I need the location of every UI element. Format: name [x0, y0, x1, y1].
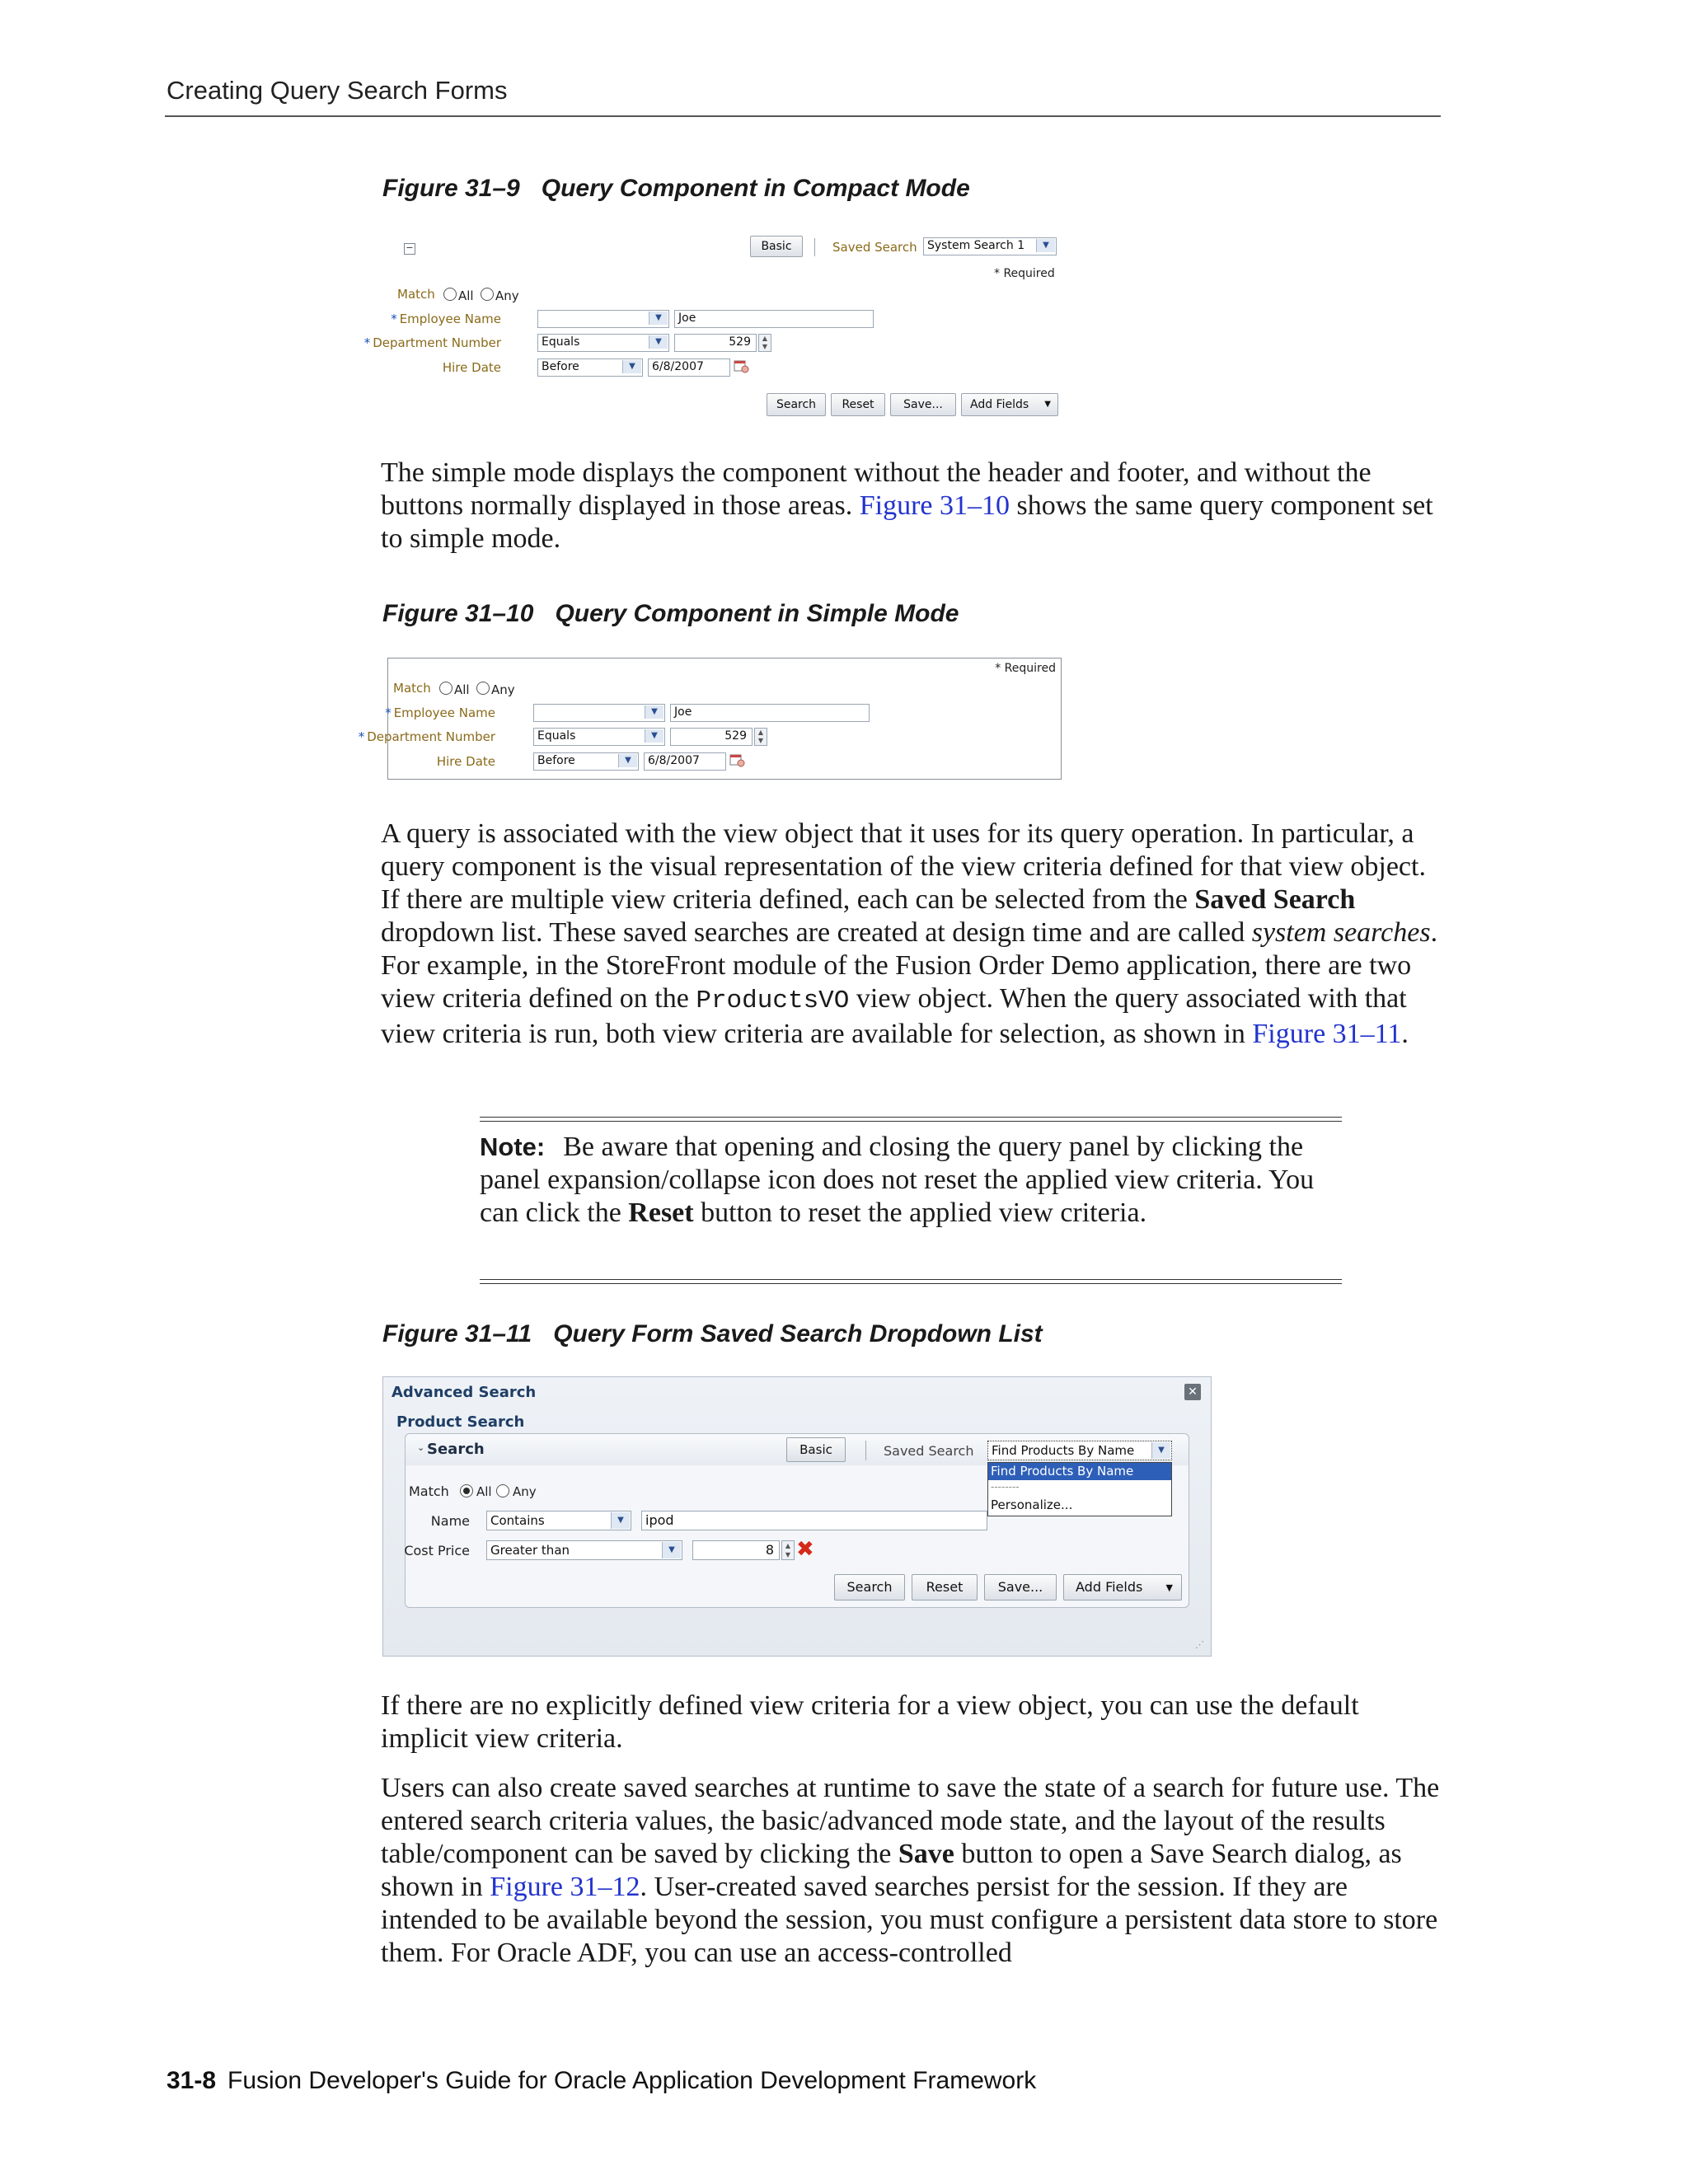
department-number-label: * Department Number: [363, 335, 501, 350]
saved-search-select[interactable]: [987, 1441, 1172, 1460]
spinner-icon[interactable]: ▲ ▼: [758, 334, 771, 352]
basic-button[interactable]: Basic: [750, 236, 803, 257]
chevron-down-icon: ▼: [645, 705, 663, 719]
match-any-radio[interactable]: [496, 1484, 509, 1497]
section-title: Search: [427, 1441, 485, 1458]
spinner-icon[interactable]: ▲ ▼: [754, 728, 767, 746]
required-note: * Required: [995, 662, 1056, 675]
name-input[interactable]: ipod: [641, 1511, 987, 1530]
required-note: * Required: [994, 267, 1055, 280]
hire-date-label: Hire Date: [442, 360, 501, 375]
name-label: Name: [430, 1513, 470, 1529]
name-operator[interactable]: Contains ▼: [486, 1511, 631, 1530]
match-any-label: Any: [495, 288, 519, 303]
resize-grip-icon[interactable]: ⋰: [1195, 1639, 1204, 1650]
dropdown-option-selected[interactable]: Find Products By Name: [988, 1463, 1171, 1480]
search-button[interactable]: Search: [834, 1574, 905, 1601]
note-label: Note:: [480, 1132, 546, 1161]
note-rule-bottom: [480, 1279, 1342, 1284]
figure-10-title: Query Component in Simple Mode: [555, 600, 959, 627]
saved-search-value: System Search 1: [927, 239, 1025, 252]
employee-name-label: * Employee Name: [391, 312, 501, 326]
chevron-down-icon: ▼: [618, 754, 637, 767]
match-any-radio[interactable]: [476, 682, 490, 695]
book-title: Fusion Developer's Guide for Oracle Application Development Framework: [227, 2067, 1037, 2094]
figure-31-11-link[interactable]: Figure 31–11: [1252, 1019, 1402, 1049]
department-number-input[interactable]: 529: [670, 728, 753, 746]
dropdown-option-personalize[interactable]: Personalize...: [991, 1497, 1073, 1512]
figure-9-title: Query Component in Compact Mode: [541, 175, 970, 202]
figure-11-caption: [382, 1320, 1043, 1348]
header-rule: [165, 115, 1441, 117]
spinner-icon[interactable]: ▲ ▼: [781, 1540, 795, 1560]
separator: [865, 1441, 866, 1460]
figure-11-title: Query Form Saved Search Dropdown List: [553, 1320, 1043, 1347]
department-number-operator[interactable]: Equals ▼: [533, 728, 665, 746]
dropdown-option-separator: --------: [991, 1481, 1020, 1493]
match-all-label: All: [454, 682, 470, 697]
match-all-label: All: [476, 1484, 492, 1499]
employee-name-label: * Employee Name: [385, 705, 495, 720]
paragraph-4: Users can also create saved searches at runtime to save the state of a search for future use. The entered search criteria values, the basic/advanced mode state, and the layout of the results table/component can be saved by clicking the Save button to open a Save Search dialog, as shown in Figure 31–12. User-created saved searches persist for the session. If they are intended to be available beyond the session, you must configure a persistent data store to store them. For Oracle ADF, you can use an access-controlled: [381, 1773, 1440, 1968]
match-all-radio[interactable]: [439, 682, 452, 695]
chevron-down-icon: ▼: [649, 312, 668, 325]
match-any-radio[interactable]: [481, 288, 494, 301]
match-label: Match: [409, 1483, 449, 1499]
match-all-radio[interactable]: [460, 1484, 473, 1497]
match-all-label: All: [458, 288, 474, 303]
reset-button[interactable]: Reset: [912, 1574, 978, 1601]
figure-10-number: Figure 31–10: [382, 600, 534, 627]
saved-search-label: Saved Search: [832, 240, 917, 255]
chevron-down-icon: ▼: [1036, 239, 1055, 252]
chevron-down-icon: ▼: [1165, 1582, 1173, 1593]
employee-name-operator[interactable]: [533, 704, 665, 722]
note-rule-top: [480, 1117, 1342, 1122]
disclose-icon[interactable]: ⌄: [417, 1442, 425, 1453]
close-icon[interactable]: ✕: [1184, 1384, 1201, 1400]
chevron-down-icon: ▼: [622, 360, 641, 373]
figure-9-caption: [382, 175, 970, 203]
figure-10-screenshot: [358, 658, 1062, 780]
chevron-down-icon: ▼: [649, 335, 668, 349]
department-number-operator[interactable]: Equals ▼: [537, 334, 669, 352]
cost-price-label: Cost Price: [404, 1543, 470, 1558]
page-number: 31-8: [166, 2067, 217, 2094]
add-fields-button[interactable]: Add Fields ▼: [1063, 1574, 1182, 1601]
calendar-icon[interactable]: [734, 359, 750, 374]
chevron-down-icon: ▼: [611, 1512, 630, 1529]
chevron-down-icon: ▼: [662, 1542, 681, 1558]
reset-button[interactable]: Reset: [831, 393, 885, 416]
figure-10-caption: [382, 600, 959, 628]
code-products-vo: ProductsVO: [696, 987, 850, 1015]
employee-name-input[interactable]: Joe: [674, 310, 874, 328]
match-all-radio[interactable]: [443, 288, 457, 301]
cost-price-input[interactable]: 8: [692, 1540, 780, 1560]
saved-search-label: Saved Search: [884, 1443, 974, 1459]
collapse-icon[interactable]: −: [404, 243, 415, 255]
match-label: Match: [393, 681, 431, 696]
delete-criterion-icon[interactable]: ✖: [796, 1537, 814, 1562]
figure-31-10-link[interactable]: Figure 31–10: [859, 490, 1010, 521]
employee-name-input[interactable]: Joe: [670, 704, 870, 722]
save-button[interactable]: Save...: [890, 393, 956, 416]
hire-date-input[interactable]: 6/8/2007: [648, 359, 730, 377]
chevron-down-icon: ▼: [1151, 1442, 1170, 1459]
figure-9-screenshot: [363, 231, 1071, 429]
hire-date-operator[interactable]: Before ▼: [533, 752, 639, 771]
paragraph-1: The simple mode displays the component without the header and footer, and without the buttons normally displayed in those areas. Figure 31–10 shows the same query component set to simple mode.: [381, 457, 1433, 554]
paragraph-3: If there are no explicitly defined view criteria for a view object, you can use the default implicit view criteria.: [381, 1690, 1359, 1754]
calendar-icon[interactable]: [729, 753, 746, 768]
add-fields-button[interactable]: Add Fields ▼: [961, 393, 1058, 416]
figure-11-number: Figure 31–11: [382, 1320, 532, 1347]
match-label: Match: [397, 287, 435, 302]
running-head: Creating Query Search Forms: [166, 76, 508, 105]
hire-date-label: Hire Date: [436, 754, 495, 769]
panel-title: Product Search: [396, 1413, 525, 1431]
department-number-input[interactable]: 529: [674, 334, 757, 352]
cost-price-operator[interactable]: Greater than ▼: [486, 1540, 682, 1560]
dialog-title: Advanced Search: [392, 1384, 537, 1401]
basic-button[interactable]: Basic: [786, 1437, 846, 1462]
saved-search-value: Find Products By Name: [992, 1443, 1135, 1458]
hire-date-input[interactable]: 6/8/2007: [644, 752, 726, 771]
figure-11-screenshot: [382, 1376, 1212, 1657]
match-any-label: Any: [513, 1484, 537, 1499]
paragraph-2: A query is associated with the view object that it uses for its query operation. In particular, a query component is the visual representation of the view criteria defined for that view object. If there are multiple view criteria defined, each can be selected from the Saved Search dropdown list. These saved searches are created at design time and are called system searches. For example, in the StoreFront module of the Fusion Order Demo application, there are two view criteria defined on the ProductsVO view object. When the query associated with that view criteria is run, both view criteria are available for selection, as shown in Figure 31–11.: [381, 818, 1438, 1049]
search-button[interactable]: Search: [767, 393, 826, 416]
search-panel: [405, 1433, 1189, 1608]
separator: [814, 238, 815, 256]
department-number-label: * Department Number: [358, 729, 495, 744]
note-box: Note: Be aware that opening and closing the query panel by clicking the panel expansion/collapse icon does not reset the applied view criteria. You can click the Reset button to reset the applied view criteria.: [480, 1132, 1315, 1228]
figure-31-12-link[interactable]: Figure 31–12: [490, 1872, 640, 1902]
page-footer: [166, 2067, 1036, 2095]
save-button[interactable]: Save...: [984, 1574, 1057, 1601]
chevron-down-icon: ▼: [1044, 400, 1051, 409]
figure-9-number: Figure 31–9: [382, 175, 520, 202]
saved-search-select[interactable]: [923, 237, 1057, 255]
employee-name-operator[interactable]: [537, 310, 669, 328]
chevron-down-icon: ▼: [645, 729, 663, 743]
saved-search-dropdown-list: [987, 1462, 1172, 1516]
hire-date-operator[interactable]: Before ▼: [537, 359, 643, 377]
match-any-label: Any: [491, 682, 515, 697]
